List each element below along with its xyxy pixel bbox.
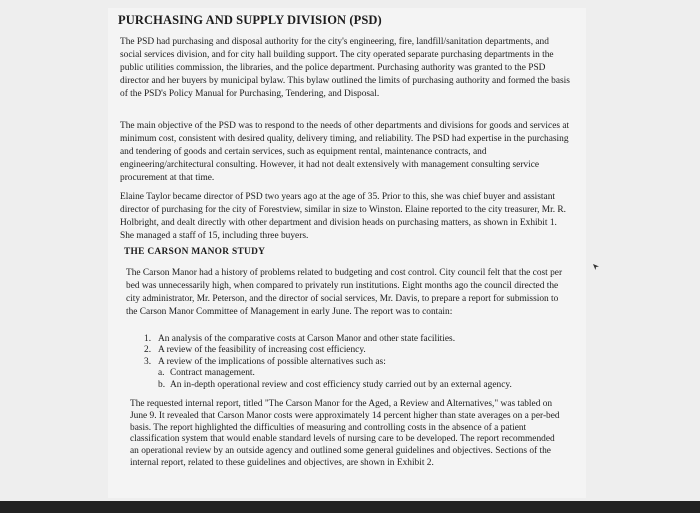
paragraph-carson-manor-history: The Carson Manor had a history of problems related to budgeting and cost control. City council felt that the cost per bed was unnecessarily high, when compared to privately run institutions. Eight months ago the council directed the city administrator, Mr. Peterson, and the director of social services, Mr. Davis, to prepare a report for submission to the Carson Manor Committee of Management in early June. The report was to contain: <box>126 268 563 317</box>
section-heading-carson-manor: THE CARSON MANOR STUDY <box>124 247 266 257</box>
document-title: PURCHASING AND SUPPLY DIVISION (PSD) <box>118 13 382 27</box>
list-item: 2. A review of the feasibility of increasing cost efficiency. <box>144 345 366 356</box>
bottom-bar <box>0 501 700 513</box>
list-item: 1. An analysis of the comparative costs at Carson Manor and other state facilities. <box>144 334 456 344</box>
paragraph-psd-objective: The main objective of the PSD was to respond to the needs of other departments and divisions for goods and services at minimum cost, consistent with desired quality, delivery timing, and reliability. The PSD had expertise in the purchasing and tendering of goods and certain services, such as equipment rental, maintenance contracts, and engineering/architectural consulting. However, it had not dealt extensively with management consulting service procurement at that time. <box>120 121 570 183</box>
paragraph-psd-authority: The PSD had purchasing and disposal authority for the city's engineering, fire, landfill/sanitation departments, and social services division, and for city hall building support. The city operated separate purchasing departments in the public utilities commission, the libraries, and the police department. Purchasing authority was granted to the PSD director and her buyers by municipal bylaw. This bylaw outlined the limits of purchasing authority and formed the basis of the PSD's Policy Manual for Purchasing, Tendering, and Disposal. <box>120 37 570 99</box>
mouse-pointer-icon <box>592 263 600 271</box>
paragraph-internal-report: The requested internal report, titled "The Carson Manor for the Aged, a Review and Alternatives," was tabled on June 9. It revealed that Carson Manor costs were approximately 14 percent higher than state averages on a per-bed basis. The report highlighted the difficulties of measuring and controlling costs in the absence of a patient classification system that would enable standard levels of nursing care to be developed. The report recommended an operational review by an outside agency and outlined some general guidelines and objectives. Sections of the internal report, related to these guidelines and objectives, are shown in Exhibit 2. <box>130 399 560 468</box>
report-contents-list <box>144 334 564 391</box>
sub-list-item: a. Contract management. <box>158 368 255 379</box>
list-item: 3. A review of the implications of possible alternatives such as: <box>144 356 386 367</box>
paragraph-elaine-taylor: Elaine Taylor became director of PSD two years ago at the age of 35. Prior to this, she was chief buyer and assistant director of purchasing for the city of Forestview, similar in size to Winston. Elaine reported to the city treasurer, Mr. R. Holbright, and dealt directly with other department and division heads on purchasing matters, as shown in Exhibit 1. She managed a staff of 15, including three buyers. <box>120 192 567 241</box>
sub-list-item: b. An in-depth operational review and cost efficiency study carried out by an external agency. <box>158 379 512 390</box>
